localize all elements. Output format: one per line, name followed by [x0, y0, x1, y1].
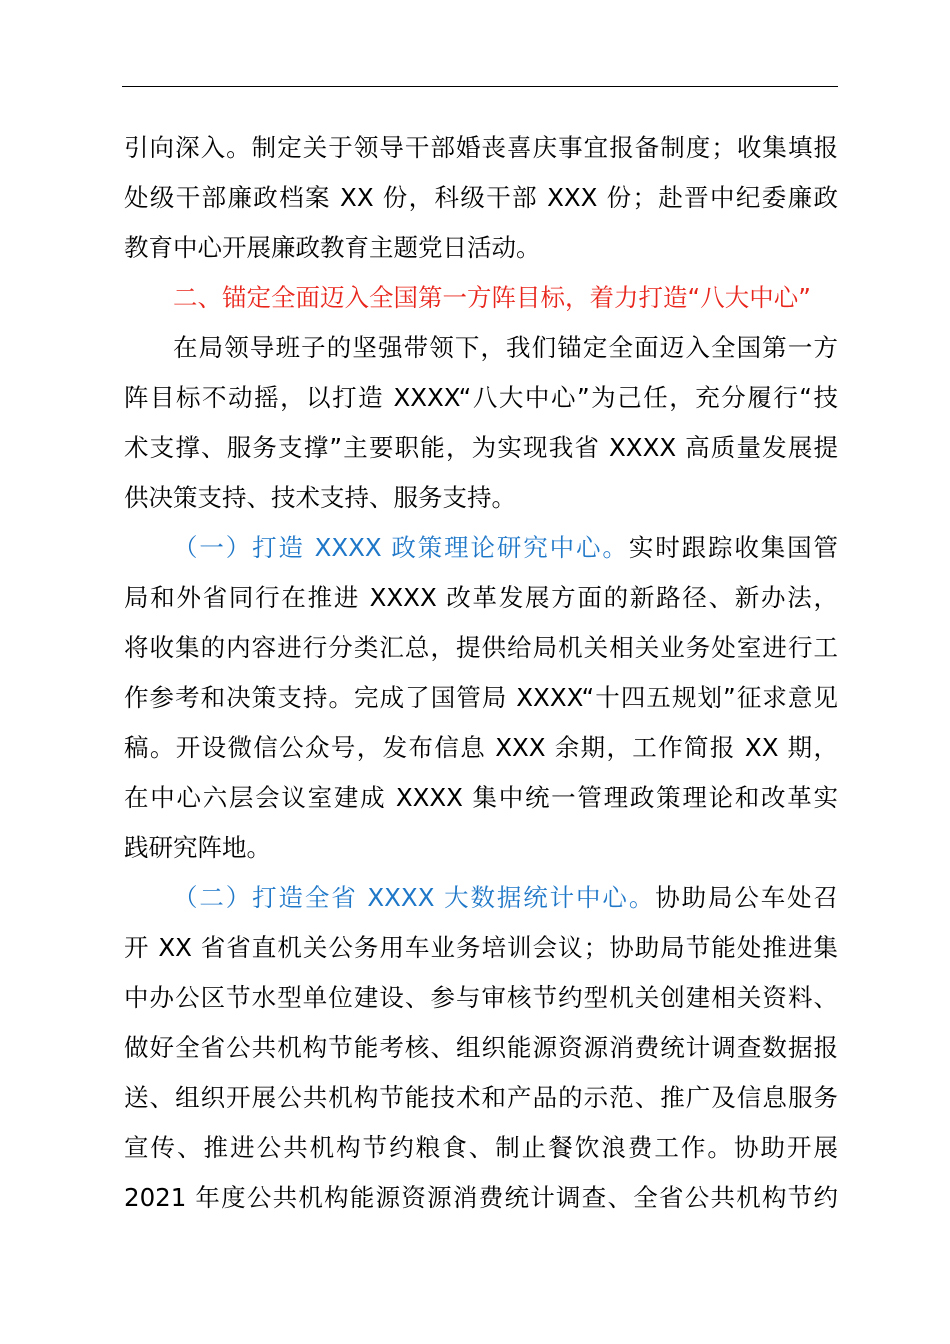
- paragraph-line: 引向深入。制定关于领导干部婚丧喜庆事宜报备制度；收集填报: [124, 133, 838, 162]
- paragraph-line: 阵目标不动摇，以打造 XXXX“八大中心”为己任，充分履行“技: [124, 383, 838, 412]
- paragraph-line: 教育中心开展廉政教育主题党日活动。: [124, 233, 541, 262]
- section-heading: 二、锚定全面迈入全国第一方阵目标，着力打造“八大中心”: [173, 283, 811, 312]
- paragraph-line: 术支撑、服务支撑”主要职能，为实现我省 XXXX 高质量发展提: [124, 433, 838, 462]
- paragraph-line: 中办公区节水型单位建设、参与审核节约型机关创建相关资料、: [124, 983, 838, 1012]
- paragraph-line: 将收集的内容进行分类汇总，提供给局机关相关业务处室进行工: [124, 633, 838, 662]
- paragraph-line: 作参考和决策支持。完成了国管局 XXXX“十四五规划”征求意见: [124, 683, 838, 712]
- paragraph-line: 供决策支持、技术支持、服务支持。: [124, 483, 516, 512]
- header-rule: [122, 86, 838, 87]
- paragraph-line: 开 XX 省省直机关公务用车业务培训会议；协助局节能处推进集: [124, 933, 838, 962]
- paragraph-line: 宣传、推进公共机构节约粮食、制止餐饮浪费工作。协助开展: [124, 1133, 838, 1162]
- paragraph-line: 处级干部廉政档案 XX 份，科级干部 XXX 份；赴晋中纪委廉政: [124, 183, 838, 212]
- document-body: [124, 123, 838, 1223]
- subsection-heading: （二）打造全省 XXXX 大数据统计中心。: [173, 883, 656, 912]
- subsection-heading: （一）打造 XXXX 政策理论研究中心。: [173, 533, 629, 562]
- paragraph-line: 在局领导班子的坚强带领下，我们锚定全面迈入全国第一方: [173, 333, 838, 362]
- paragraph-line: 在中心六层会议室建成 XXXX 集中统一管理政策理论和改革实: [124, 783, 838, 812]
- paragraph-line: 2021 年度公共机构能源资源消费统计调查、全省公共机构节约: [124, 1183, 838, 1212]
- paragraph-line: 稿。开设微信公众号，发布信息 XXX 余期，工作简报 XX 期，: [124, 733, 838, 762]
- subsection-first-line: [124, 873, 838, 923]
- paragraph-line: 局和外省同行在推进 XXXX 改革发展方面的新路径、新办法，: [124, 583, 838, 612]
- paragraph-line: 送、组织开展公共机构节能技术和产品的示范、推广及信息服务: [124, 1083, 838, 1112]
- paragraph-line: 践研究阵地。: [124, 833, 271, 862]
- paragraph-line: 做好全省公共机构节能考核、组织能源资源消费统计调查数据报: [124, 1033, 838, 1062]
- subsection-first-line-text: 协助局公车处召: [655, 883, 838, 912]
- subsection-first-line-text: 实时跟踪收集国管: [628, 533, 838, 562]
- subsection-first-line: [124, 523, 838, 573]
